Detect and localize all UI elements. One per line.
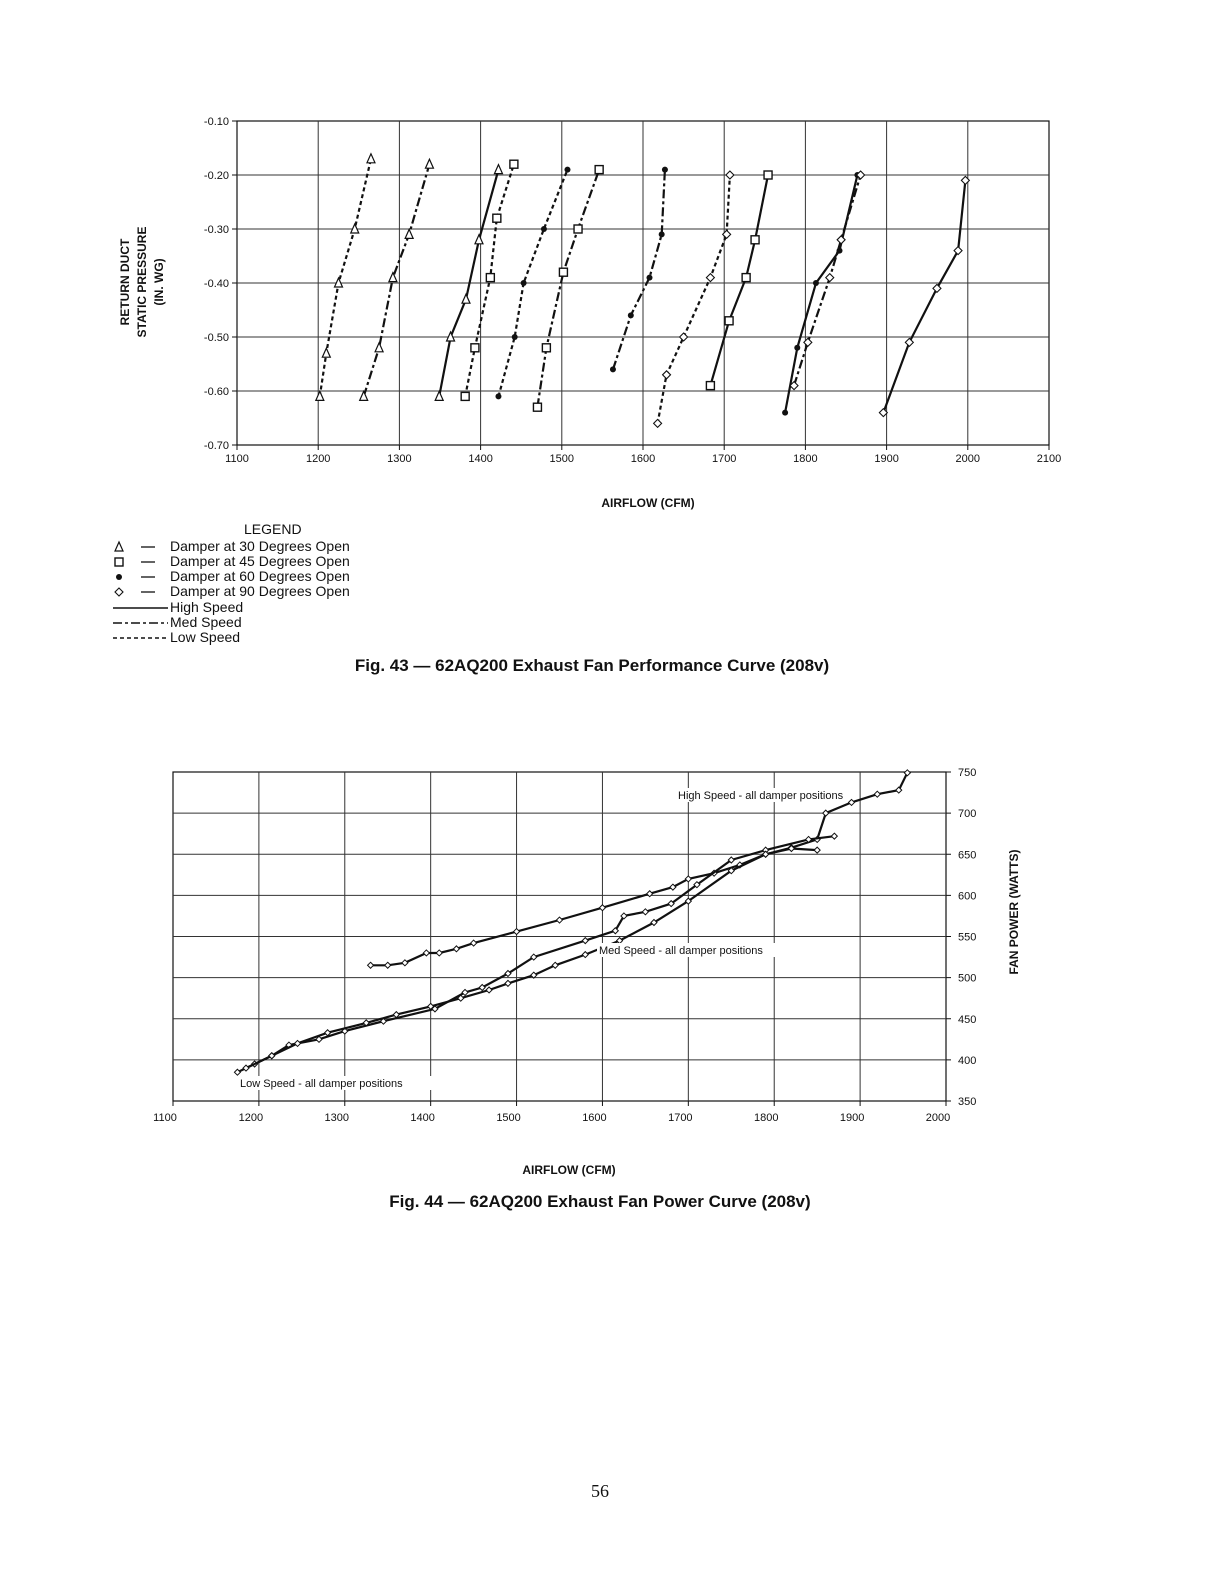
fig43-series-2 <box>360 159 434 400</box>
fig43-data-point <box>471 344 479 352</box>
legend-marker-entries <box>115 538 350 599</box>
fig43-data-point <box>680 333 688 341</box>
fig43-ylabel-line3: (IN. WG) <box>152 258 166 306</box>
fig44-y-tick-label: 450 <box>958 1013 977 1026</box>
fig43-data-point <box>782 410 788 416</box>
fig43-data-point <box>610 366 616 372</box>
fig43-series-12 <box>879 176 969 416</box>
fig43-y-tick-label: -0.30 <box>203 224 229 236</box>
fig44-data-point <box>385 962 391 968</box>
legend-marker-label: Damper at 90 Degrees Open <box>170 583 350 599</box>
fig43-data-point <box>659 231 665 237</box>
fig44-data-point <box>471 940 477 946</box>
fig43-series-line <box>613 170 665 370</box>
fig43-data-point <box>559 268 567 276</box>
fig44-data-point <box>557 917 563 923</box>
fig44-data-point <box>368 962 374 968</box>
fig44-x-tick-label: 1200 <box>238 1112 264 1124</box>
legend-line-entries <box>113 599 243 645</box>
fig43-data-point <box>425 159 433 168</box>
fig44-data-point <box>823 810 829 816</box>
fig43-y-tick-label: -0.20 <box>203 170 229 182</box>
fig43-series-1 <box>316 154 375 401</box>
fig43-data-point <box>574 225 582 233</box>
legend-line-label: Med Speed <box>170 614 242 630</box>
fig43-data-point <box>541 226 547 232</box>
fig44-y-tick-label: 600 <box>958 890 977 903</box>
fig43-data-point <box>764 171 772 179</box>
fig43-data-point <box>662 167 668 173</box>
fig43-x-tick-label: 1500 <box>549 453 575 465</box>
fig43-y-tick-label: -0.60 <box>203 386 229 398</box>
fig43-data-point <box>742 274 750 282</box>
fig43-data-point <box>494 165 502 174</box>
fig43-data-point <box>646 275 652 281</box>
fig44-data-point <box>599 905 605 911</box>
fig43-series-line <box>658 175 730 423</box>
fig43-data-point <box>654 419 662 427</box>
fig43-x-tick-label: 2100 <box>1036 453 1062 465</box>
fig43-data-point <box>826 274 834 282</box>
fig43-x-tick-label: 1700 <box>711 453 737 465</box>
fig43-data-point <box>595 166 603 174</box>
fig43-series-line <box>320 159 371 397</box>
fig43-xlabel: AIRFLOW (CFM) <box>601 496 695 510</box>
fig43-data-point <box>663 371 671 379</box>
fig43-x-tick-label: 1900 <box>874 453 899 465</box>
fig43-data-point <box>813 280 819 286</box>
fig43-data-point <box>725 317 733 325</box>
fig44-caption: Fig. 44 — 62AQ200 Exhaust Fan Power Curve (208v) <box>389 1192 811 1211</box>
fig44-data-point <box>849 799 855 805</box>
fig43-x-tick-label: 1100 <box>225 453 249 465</box>
fig43-x-tick-label: 1800 <box>793 453 818 465</box>
fig43-data-point <box>435 391 443 400</box>
fig44-x-tick-label: 1700 <box>668 1112 693 1124</box>
fig43-x-tick-label: 1300 <box>387 453 412 465</box>
fig44-y-tick-label: 550 <box>958 931 977 944</box>
legend-circle-icon <box>116 574 122 580</box>
fig44-y-tick-label: 700 <box>958 808 977 821</box>
annotation-high-speed: High Speed - all damper positions <box>678 790 844 802</box>
fig44-data-point <box>582 952 588 958</box>
fig43-series-9 <box>782 172 860 416</box>
fig43-data-point <box>512 334 518 340</box>
fig43-data-point <box>475 235 483 244</box>
fig44-x-tick-label: 1600 <box>582 1112 607 1124</box>
legend-marker-label: Damper at 60 Degrees Open <box>170 568 350 584</box>
annotation-med-speed: Med Speed - all damper positions <box>599 945 763 957</box>
fig43-legend <box>113 521 350 645</box>
fig43-data-point <box>726 171 734 179</box>
fig44-grid <box>173 772 951 1106</box>
fig44-tick-labels <box>153 767 976 1124</box>
fig44-x-tick-label: 2000 <box>925 1112 951 1124</box>
legend-diamond-icon <box>115 588 123 596</box>
fig43-data-point <box>495 393 501 399</box>
fig44-y-tick-label: 350 <box>958 1096 977 1108</box>
fig44-data-point <box>814 847 820 853</box>
fig44-x-tick-label: 1100 <box>153 1112 177 1124</box>
fig43-data-point <box>486 274 494 282</box>
fig43-data-point <box>462 294 470 303</box>
fig44-y-tick-label: 650 <box>958 849 977 862</box>
legend-triangle-icon <box>115 542 123 551</box>
fig44-data-point <box>486 987 492 993</box>
fig43-x-tick-label: 2000 <box>955 453 981 465</box>
fig43-data-point <box>461 392 469 400</box>
fig43-caption: Fig. 43 — 62AQ200 Exhaust Fan Performance Curve (208v) <box>354 656 830 675</box>
fig43-y-tick-label: -0.10 <box>203 116 229 128</box>
annotation-low-speed: Low Speed - all damper positions <box>240 1078 403 1090</box>
fig43-data-point <box>405 229 413 238</box>
fig43-data-point <box>367 154 375 163</box>
fig43-data-point <box>933 284 941 292</box>
fig44-y-tick-label: 750 <box>958 767 977 779</box>
fig43-series-11 <box>790 171 865 390</box>
fig43-grid <box>232 121 1049 450</box>
fig43-x-tick-label: 1400 <box>468 453 493 465</box>
fig44-chart <box>153 767 1021 1177</box>
fig44-data-point <box>582 938 588 944</box>
fig43-y-tick-label: -0.50 <box>203 332 229 344</box>
fig43-data-point <box>510 160 518 168</box>
fig43-data-point <box>751 236 759 244</box>
fig44-series <box>234 770 910 1075</box>
fig43-ylabel-line2: STATIC PRESSURE <box>135 226 149 338</box>
fig43-chart <box>118 116 1061 510</box>
fig43-data-point <box>542 344 550 352</box>
fig43-data-point <box>322 348 330 357</box>
legend-square-icon <box>115 558 123 566</box>
fig43-data-point <box>375 343 383 352</box>
legend-title: LEGEND <box>244 521 302 537</box>
fig44-ylabel: FAN POWER (WATTS) <box>1007 849 1021 975</box>
fig44-data-point <box>642 909 648 915</box>
fig43-series-line <box>537 170 599 408</box>
fig43-series-10 <box>654 171 734 427</box>
fig44-data-point <box>874 791 880 797</box>
fig43-data-point <box>493 214 501 222</box>
fig44-x-tick-label: 1900 <box>839 1112 865 1124</box>
fig44-data-point <box>453 946 459 952</box>
legend-line-label: Low Speed <box>170 629 241 645</box>
fig43-data-point <box>706 274 714 282</box>
fig43-tick-labels <box>204 116 1061 465</box>
fig43-data-point <box>706 382 714 390</box>
fig44-y-tick-label: 500 <box>958 972 977 985</box>
fig43-data-point <box>316 391 324 400</box>
fig43-series-line <box>883 180 965 412</box>
legend-marker-label: Damper at 45 Degrees Open <box>170 553 350 569</box>
fig44-data-point <box>436 950 442 956</box>
page-number: 56 <box>591 1481 609 1501</box>
fig43-x-tick-label: 1600 <box>630 453 656 465</box>
fig44-data-point <box>831 833 837 839</box>
fig44-x-tick-label: 1300 <box>324 1112 350 1124</box>
fig44-x-tick-label: 1400 <box>410 1112 435 1124</box>
fig43-x-tick-label: 1200 <box>305 453 331 465</box>
fig43-ylabel-line1: RETURN DUCT <box>118 238 132 326</box>
fig43-series-5 <box>533 166 603 412</box>
fig43-data-point <box>360 391 368 400</box>
fig44-xlabel: AIRFLOW (CFM) <box>522 1163 616 1177</box>
fig43-data-point <box>837 236 845 244</box>
fig43-data-point <box>794 345 800 351</box>
fig43-series-line <box>794 175 861 386</box>
fig43-data-point <box>564 167 570 173</box>
fig43-series-8 <box>610 167 668 373</box>
fig43-y-tick-label: -0.40 <box>203 278 229 290</box>
fig44-data-point <box>514 929 520 935</box>
fig43-series-6 <box>706 171 772 390</box>
legend-line-label: High Speed <box>170 599 244 615</box>
fig44-data-point <box>505 980 511 986</box>
fig43-data-point <box>389 273 397 282</box>
legend-marker-label: Damper at 30 Degrees Open <box>170 538 350 554</box>
fig43-data-point <box>954 247 962 255</box>
fig44-y-tick-label: 400 <box>958 1054 977 1067</box>
fig43-data-point <box>628 312 634 318</box>
fig43-y-tick-label: -0.70 <box>203 440 229 452</box>
fig44-x-tick-label: 1500 <box>496 1112 521 1124</box>
fig43-data-point <box>521 280 527 286</box>
fig43-data-point <box>533 403 541 411</box>
fig43-series-line <box>710 175 768 386</box>
fig43-data-point <box>905 338 913 346</box>
fig44-x-tick-label: 1800 <box>753 1112 779 1124</box>
